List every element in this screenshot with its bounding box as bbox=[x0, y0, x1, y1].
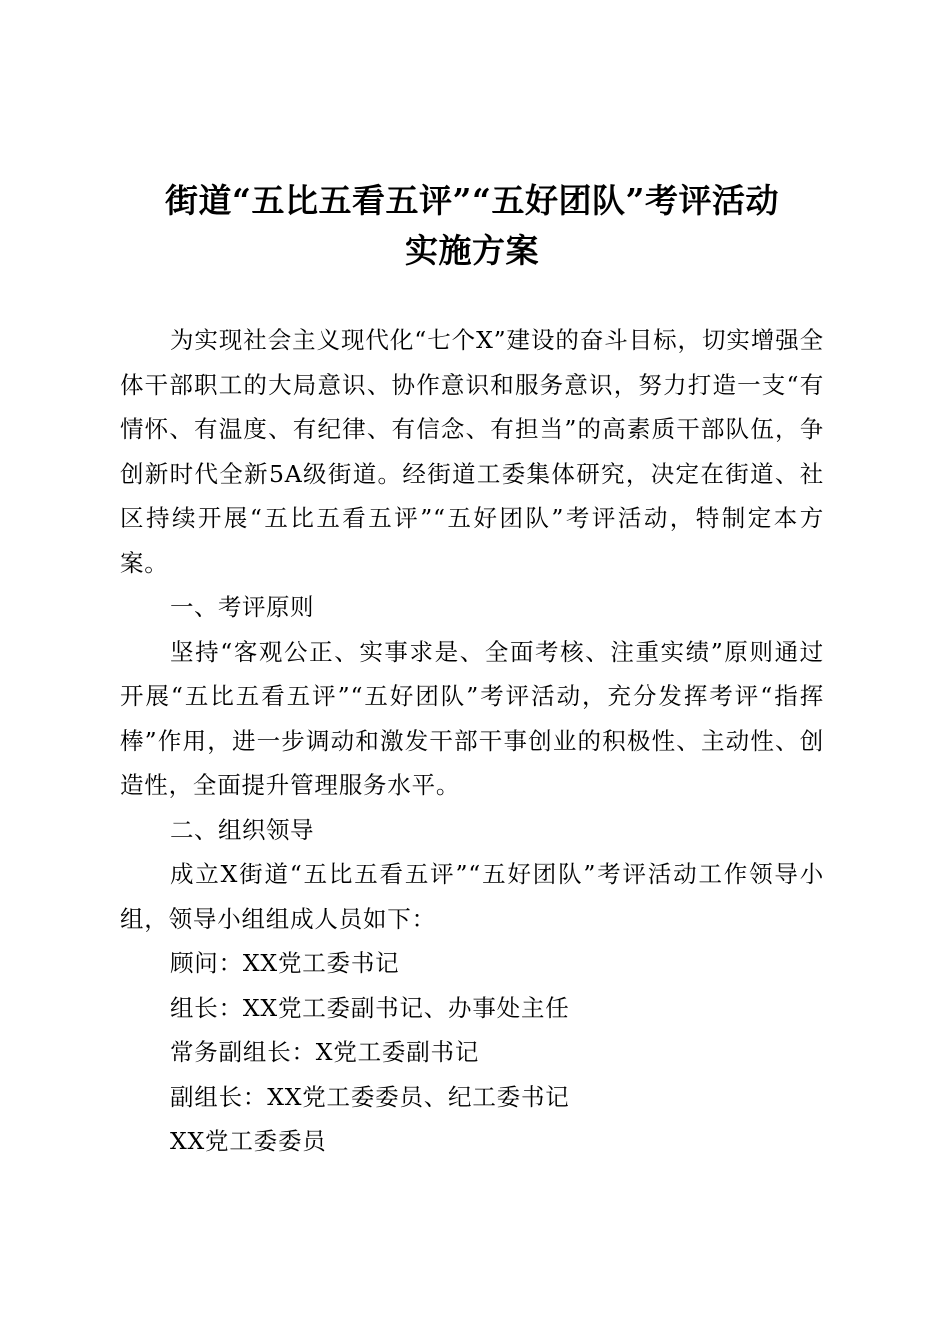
member-leader: 组长：XX党工委副书记、办事处主任 bbox=[170, 993, 570, 1022]
title-line-2: 实施方案 bbox=[405, 231, 539, 270]
section-1-paragraph: 坚持“客观公正、实事求是、全面考核、注重实绩”原则通过开展“五比五看五评”“五好团队”考评活动，充分发挥考评“指挥棒”作用，进一步调动和激发干部干事创业的积极性、主动性、创造性，全面提升管理服务水平。 bbox=[120, 637, 824, 799]
member-executive-deputy: 常务副组长：X党工委副书记 bbox=[170, 1038, 480, 1066]
member-advisor: 顾问：XX党工委书记 bbox=[170, 949, 400, 977]
member-committee: XX党工委委员 bbox=[170, 1127, 327, 1155]
intro-paragraph: 为实现社会主义现代化“七个X”建设的奋斗目标，切实增强全体干部职工的大局意识、协作意识和服务意识，努力打造一支“有情怀、有温度、有纪律、有信念、有担当”的高素质干部队伍，争创新时代全新5A级街道。经街道工委集体研究，决定在街道、社区持续开展“五比五看五评”“五好团队”考评活动，特制定本方案。 bbox=[120, 326, 824, 577]
document-body bbox=[120, 318, 824, 1164]
section-2-paragraph: 成立X街道“五比五看五评”“五好团队”考评活动工作领导小组，领导小组组成人员如下： bbox=[120, 860, 824, 933]
section-2-heading: 二、组织领导 bbox=[170, 815, 314, 844]
document-title bbox=[120, 176, 824, 276]
member-deputy: 副组长：XX党工委委员、纪工委书记 bbox=[170, 1082, 570, 1111]
section-1-heading: 一、考评原则 bbox=[170, 593, 314, 621]
title-line-1: 街道“五比五看五评”“五好团队”考评活动 bbox=[165, 181, 779, 220]
